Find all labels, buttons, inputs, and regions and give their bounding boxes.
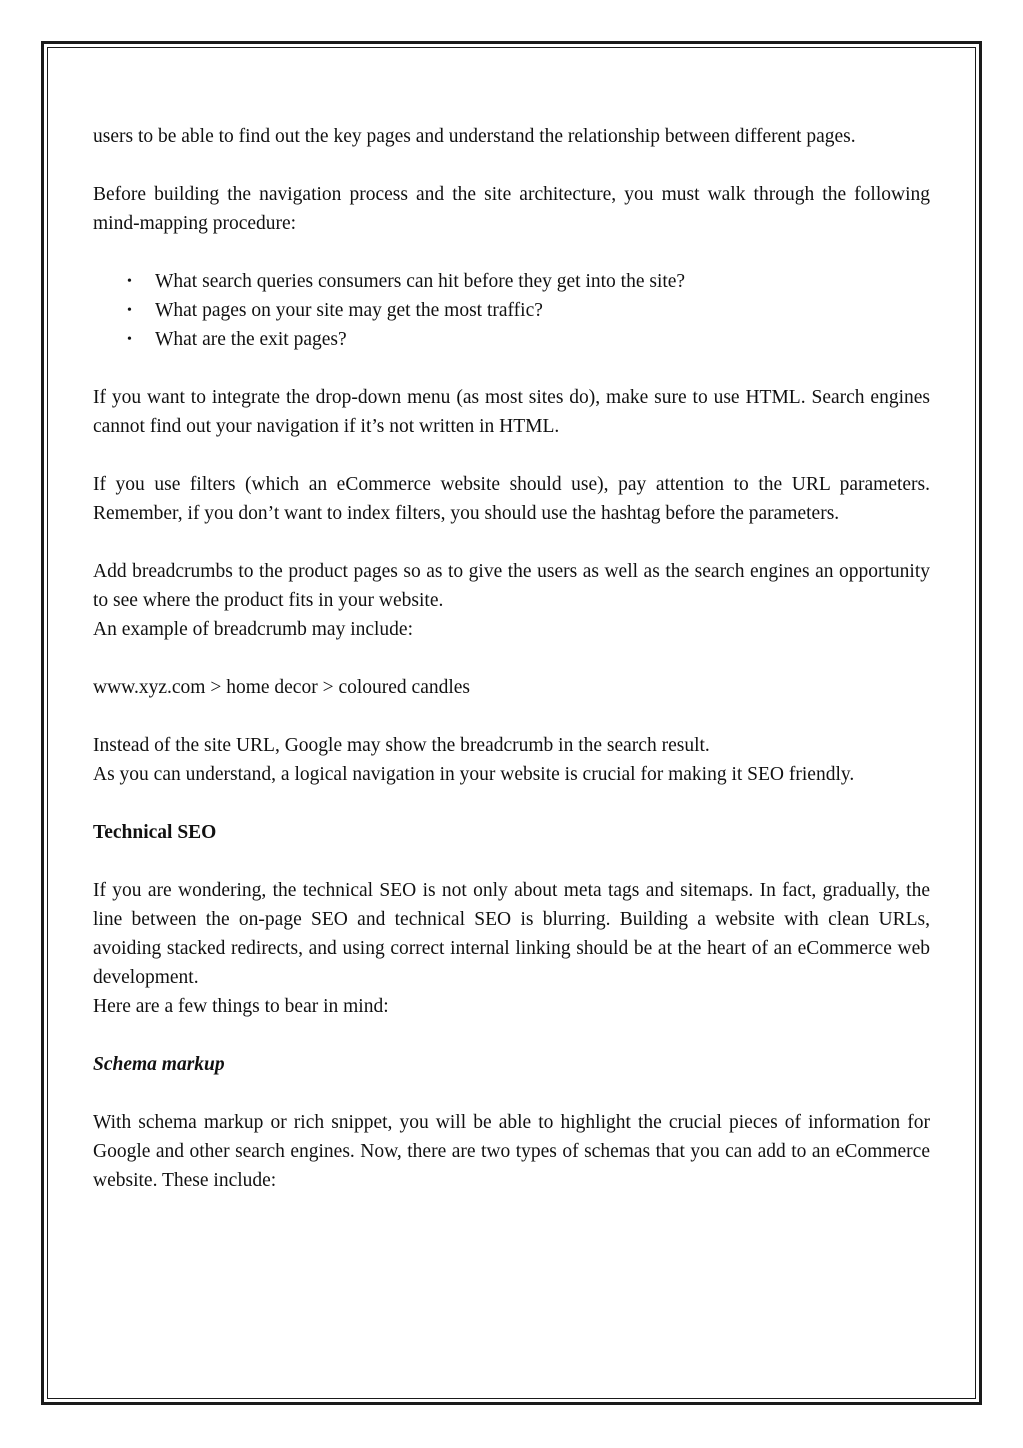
breadcrumb-example: www.xyz.com > home decor > coloured candles bbox=[93, 677, 471, 698]
bullet-icon: • bbox=[127, 332, 132, 347]
list-item-text: What are the exit pages? bbox=[155, 329, 347, 350]
paragraph-breadcrumb-example-intro: An example of breadcrumb may include: bbox=[93, 619, 414, 640]
list-item bbox=[127, 267, 930, 296]
section-heading-technical-seo: Technical SEO bbox=[93, 822, 217, 843]
paragraph-mind-mapping: Before building the navigation process and the site architecture, you must walk through the following mind-mapping procedure: bbox=[93, 184, 930, 234]
paragraph-filters: If you use filters (which an eCommerce website should use), pay attention to the URL parameters. Remember, if you don’t want to index filters, you should use the hashtag before the parameters. bbox=[93, 474, 930, 524]
paragraph-schema-markup: With schema markup or rich snippet, you will be able to highlight the crucial pieces of information for Google and other search engines. Now, there are two types of schemas that you can add to an eCommerce website. These include: bbox=[93, 1112, 930, 1191]
list-item-text: What search queries consumers can hit before they get into the site? bbox=[155, 271, 686, 292]
paragraph-breadcrumbs: Add breadcrumbs to the product pages so as to give the users as well as the search engines an opportunity to see where the product fits in your website. bbox=[93, 561, 930, 611]
list-item-text: What pages on your site may get the most traffic? bbox=[155, 300, 543, 321]
list-item bbox=[127, 325, 930, 354]
paragraph-google-breadcrumb: Instead of the site URL, Google may show the breadcrumb in the search result. bbox=[93, 735, 710, 756]
bullet-list-questions bbox=[93, 267, 930, 354]
list-item bbox=[127, 296, 930, 325]
bullet-icon: • bbox=[127, 274, 132, 289]
paragraph-bear-in-mind: Here are a few things to bear in mind: bbox=[93, 996, 389, 1017]
bullet-icon: • bbox=[127, 303, 132, 318]
paragraph-intro-continuation: users to be able to find out the key pages and understand the relationship between different pages. bbox=[93, 126, 856, 147]
paragraph-logical-navigation: As you can understand, a logical navigation in your website is crucial for making it SEO friendly. bbox=[93, 764, 855, 785]
subheading-schema-markup: Schema markup bbox=[93, 1054, 225, 1075]
paragraph-technical-seo: If you are wondering, the technical SEO is not only about meta tags and sitemaps. In fact, gradually, the line between the on-page SEO and technical SEO is blurring. Building a website with clean URLs, avoiding stacked redirects, and using correct internal linking should be at the heart of an eCommerce web development. bbox=[93, 880, 930, 988]
document-body bbox=[93, 122, 930, 1224]
paragraph-dropdown-menu: If you want to integrate the drop-down menu (as most sites do), make sure to use HTML. Search engines cannot find out your navigation if it’s not written in HTML. bbox=[93, 387, 930, 437]
